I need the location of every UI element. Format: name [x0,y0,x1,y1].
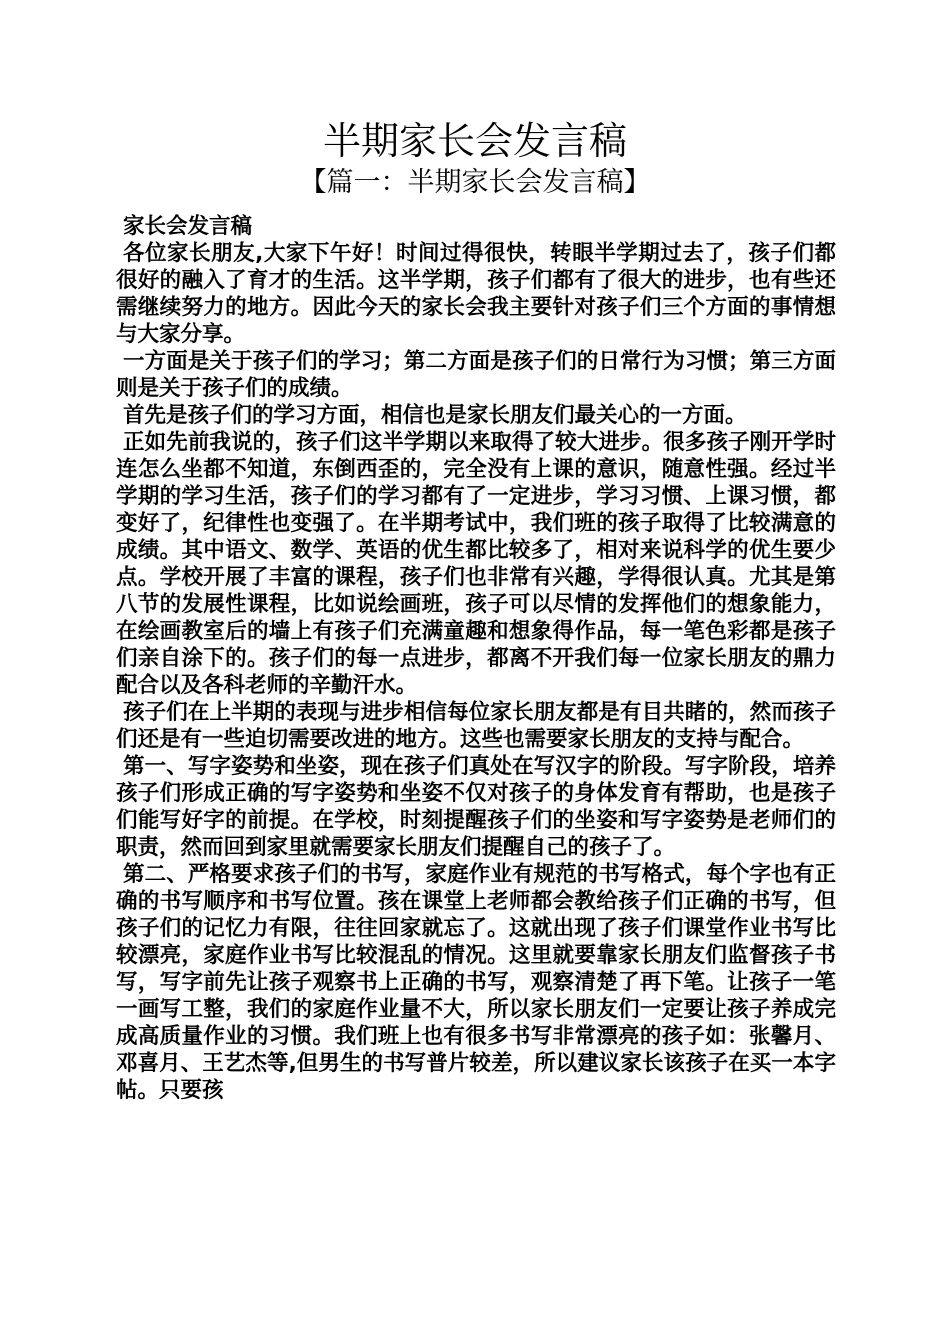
paragraph: 家长会发言稿 [123,214,253,239]
document-body [116,213,836,1104]
paragraph: 第一、写字姿势和坐姿，现在孩子们真处在写汉字的阶段。写字阶段，培养孩子们形成正确的写字姿势和坐姿不仅对孩子的身体发育有帮助，也是孩子们能写好字的前提。在学校，时刻提醒孩子们的坐姿和写字姿势是老师们的职责，然而回到家里就需要家长朋友们提醒自己的孩子了。 [116,754,836,860]
paragraph: 各位家长朋友,大家下午好！时间过得很快，转眼半学期过去了，孩子们都很好的融入了育才的生活。这半学期，孩子们都有了很大的进步，也有些还需继续努力的地方。因此今天的家长会我主要针对孩子们三个方面的事情想与大家分享。 [116,241,836,347]
paragraph: 第二、严格要求孩子们的书写，家庭作业有规范的书写格式，每个字也有正确的书写顺序和书写位置。孩在课堂上老师都会教给孩子们正确的书写，但孩子们的记忆力有限，往往回家就忘了。这就出现了孩子们课堂作业书写比较漂亮，家庭作业书写比较混乱的情况。这里就要靠家长朋友们监督孩子书写，写字前先让孩子观察书上正确的书写，观察清楚了再下笔。让孩子一笔一画写工整，我们的家庭作业量不大，所以家长朋友们一定要让孩子养成完成高质量作业的习惯。我们班上也有很多书写非常漂亮的孩子如：张馨月、邓喜月、王艺杰等,但男生的书写普片较差，所以建议家长该孩子在买一本字帖。只要孩 [116,862,836,1103]
paragraph: 孩子们在上半期的表现与进步相信每位家长朋友都是有目共睹的，然而孩子们还是有一些迫切需要改进的地方。这些也需要家长朋友的支持与配合。 [116,700,836,752]
paragraph: 一方面是关于孩子们的学习；第二方面是孩子们的日常行为习惯；第三方面则是关于孩子们的成绩。 [116,349,836,401]
document-subtitle: 【篇一：半期家长会发言稿】 [299,167,651,198]
paragraph: 正如先前我说的，孩子们这半学期以来取得了较大进步。很多孩子刚开学时连怎么坐都不知道，东倒西歪的，完全没有上课的意识，随意性强。经过半学期的学习生活，孩子们的学习都有了一定进步，学习习惯、上课习惯，都变好了，纪律性也变强了。在半期考试中，我们班的孩子取得了比较满意的成绩。其中语文、数学、英语的优生都比较多了，相对来说科学的优生要少点。学校开展了丰富的课程，孩子们也非常有兴趣，学得很认真。尤其是第八节的发展性课程，比如说绘画班，孩子可以尽情的发挥他们的想象能力，在绘画教室后的墙上有孩子们充满童趣和想象得作品，每一笔色彩都是孩子们亲自涂下的。孩子们的每一点进步，都离不开我们每一位家长朋友的鼎力配合以及各科老师的辛勤汗水。 [116,430,836,698]
paragraph: 首先是孩子们的学习方面，相信也是家长朋友们最关心的一方面。 [123,403,747,428]
document-title: 半期家长会发言稿 [322,119,627,163]
